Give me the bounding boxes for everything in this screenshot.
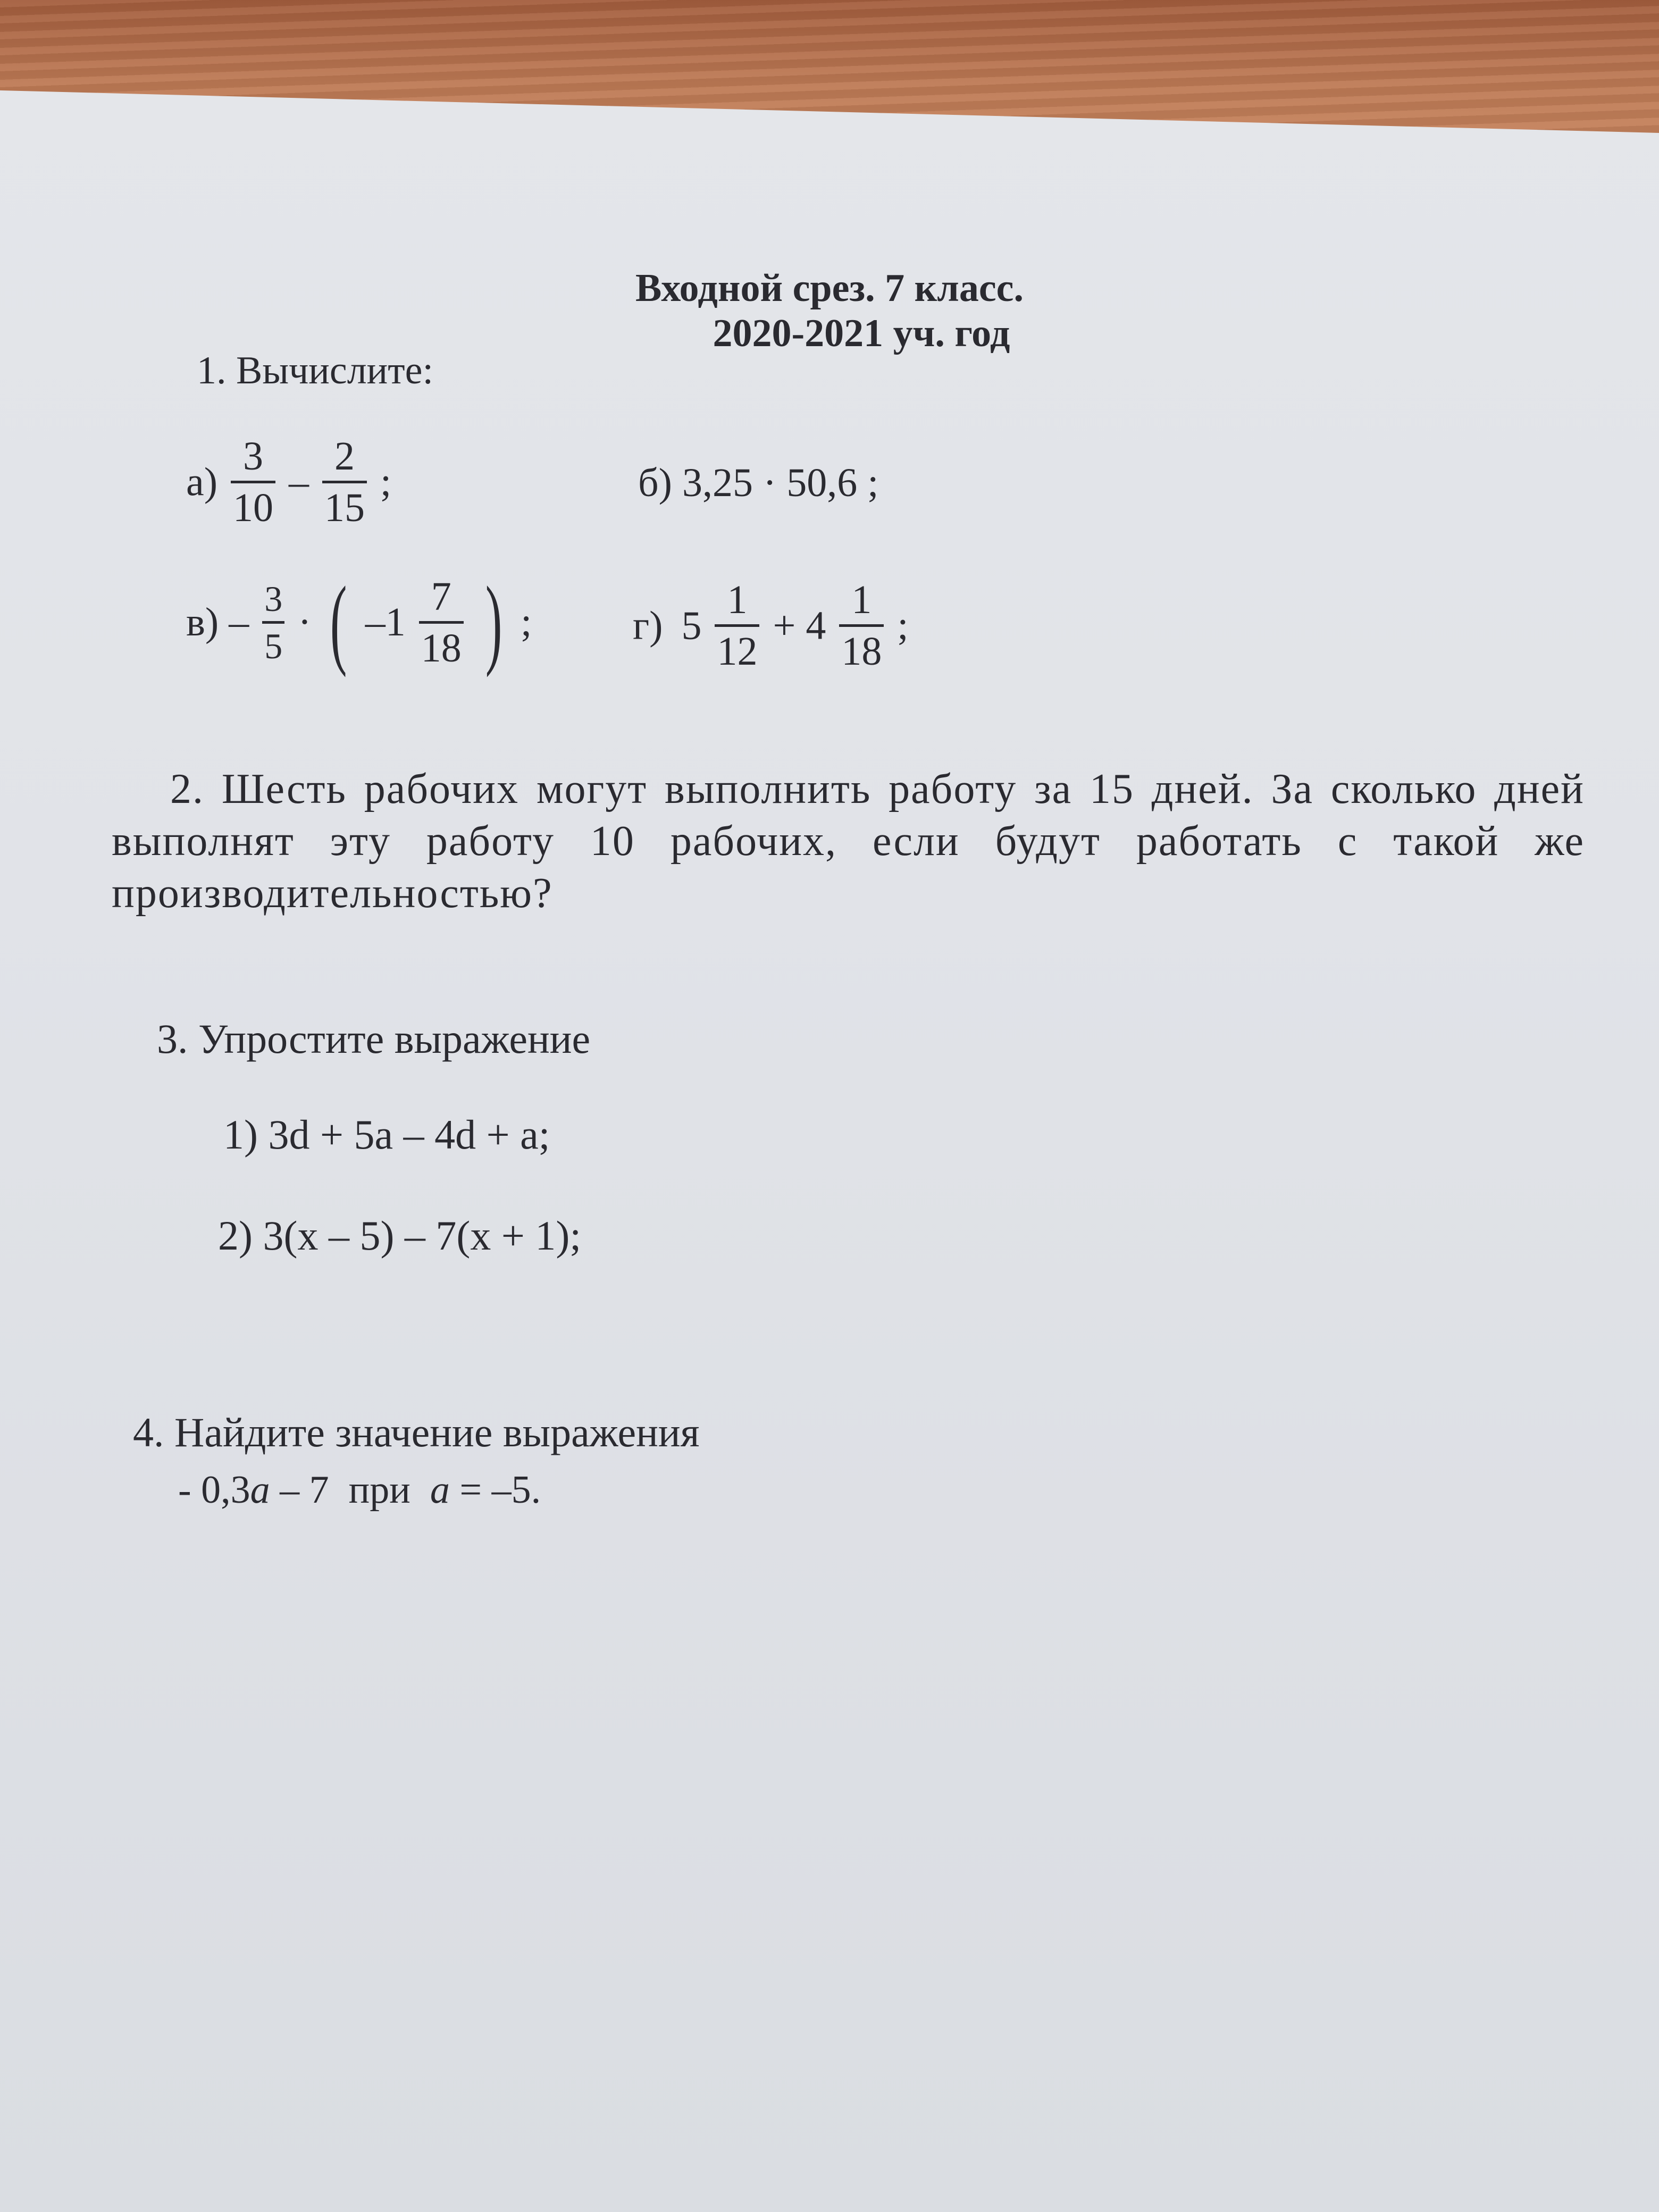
task4-expression: [178, 1470, 541, 1510]
variable-a: a: [250, 1468, 270, 1512]
fraction-denominator: 5: [264, 625, 283, 666]
task1-a-label: а): [186, 459, 218, 505]
task1-b: [638, 460, 879, 505]
task4-heading: 4. Найдите значение выражения: [133, 1409, 700, 1455]
mixed-whole-part: 4: [806, 603, 826, 648]
semicolon: ;: [521, 600, 532, 644]
fraction-denominator: 18: [841, 629, 882, 674]
fraction-numerator: 1: [715, 580, 759, 627]
fraction-1-12: [715, 577, 759, 674]
fraction-numerator: 3: [231, 436, 275, 483]
fraction-3-5: [262, 578, 284, 666]
fraction-1-18: [839, 577, 884, 674]
left-parenthesis: (: [330, 566, 347, 678]
mixed-whole-part: –1: [365, 600, 406, 644]
task4-middle: – 7 при: [280, 1468, 430, 1512]
fraction-denominator: 10: [233, 485, 274, 530]
task1-b-label: б): [638, 460, 672, 505]
fraction-2-15: [322, 436, 367, 528]
right-parenthesis: ): [485, 566, 502, 678]
task3-heading: 3. Упростите выражение: [157, 1016, 591, 1062]
task4-suffix: = –5.: [449, 1468, 541, 1512]
title-line-2: 2020-2021 уч. год: [713, 312, 1010, 355]
fraction-numerator: 1: [839, 580, 884, 627]
task1-heading: 1. Вычислите:: [197, 349, 434, 392]
fraction-denominator: 15: [324, 485, 365, 530]
mixed-whole-part: 5: [681, 603, 702, 648]
task2-paragraph: [112, 763, 1585, 919]
task1-v-label: в): [186, 600, 219, 644]
task1-g: [633, 577, 909, 686]
task3-item-1: 1) 3d + 5a – 4d + a;: [223, 1111, 550, 1158]
minus-sign: –: [289, 459, 309, 505]
semicolon: ;: [897, 603, 909, 648]
plus-sign: +: [773, 603, 796, 648]
task2-text: 2. Шесть рабочих могут выполнить работу за 15 дней. За сколько дней выполнят эту работу 10 рабочих, если будут работать с такой же производительностью?: [112, 766, 1585, 917]
multiply-dot: ·: [298, 600, 312, 644]
fraction-numerator: 3: [262, 581, 284, 624]
fraction-7-18: [419, 574, 464, 671]
fraction-denominator: 18: [421, 625, 462, 671]
semicolon: ;: [380, 459, 392, 505]
task1-b-expression: 3,25 · 50,6 ;: [682, 460, 879, 505]
task4-prefix: - 0,3: [178, 1468, 250, 1512]
task1-g-label: г): [633, 603, 663, 648]
fraction-numerator: 2: [322, 436, 367, 483]
task3-item-2: 2) 3(x – 5) – 7(x + 1);: [218, 1212, 582, 1259]
variable-a: a: [430, 1468, 450, 1512]
fraction-denominator: 12: [717, 629, 758, 674]
fraction-3-10: [231, 436, 275, 528]
task1-v: [186, 566, 532, 678]
minus-sign: –: [229, 600, 249, 644]
fraction-numerator: 7: [419, 576, 464, 624]
title-line-1: Входной срез. 7 класс.: [635, 266, 1024, 310]
task1-a: [186, 434, 392, 530]
